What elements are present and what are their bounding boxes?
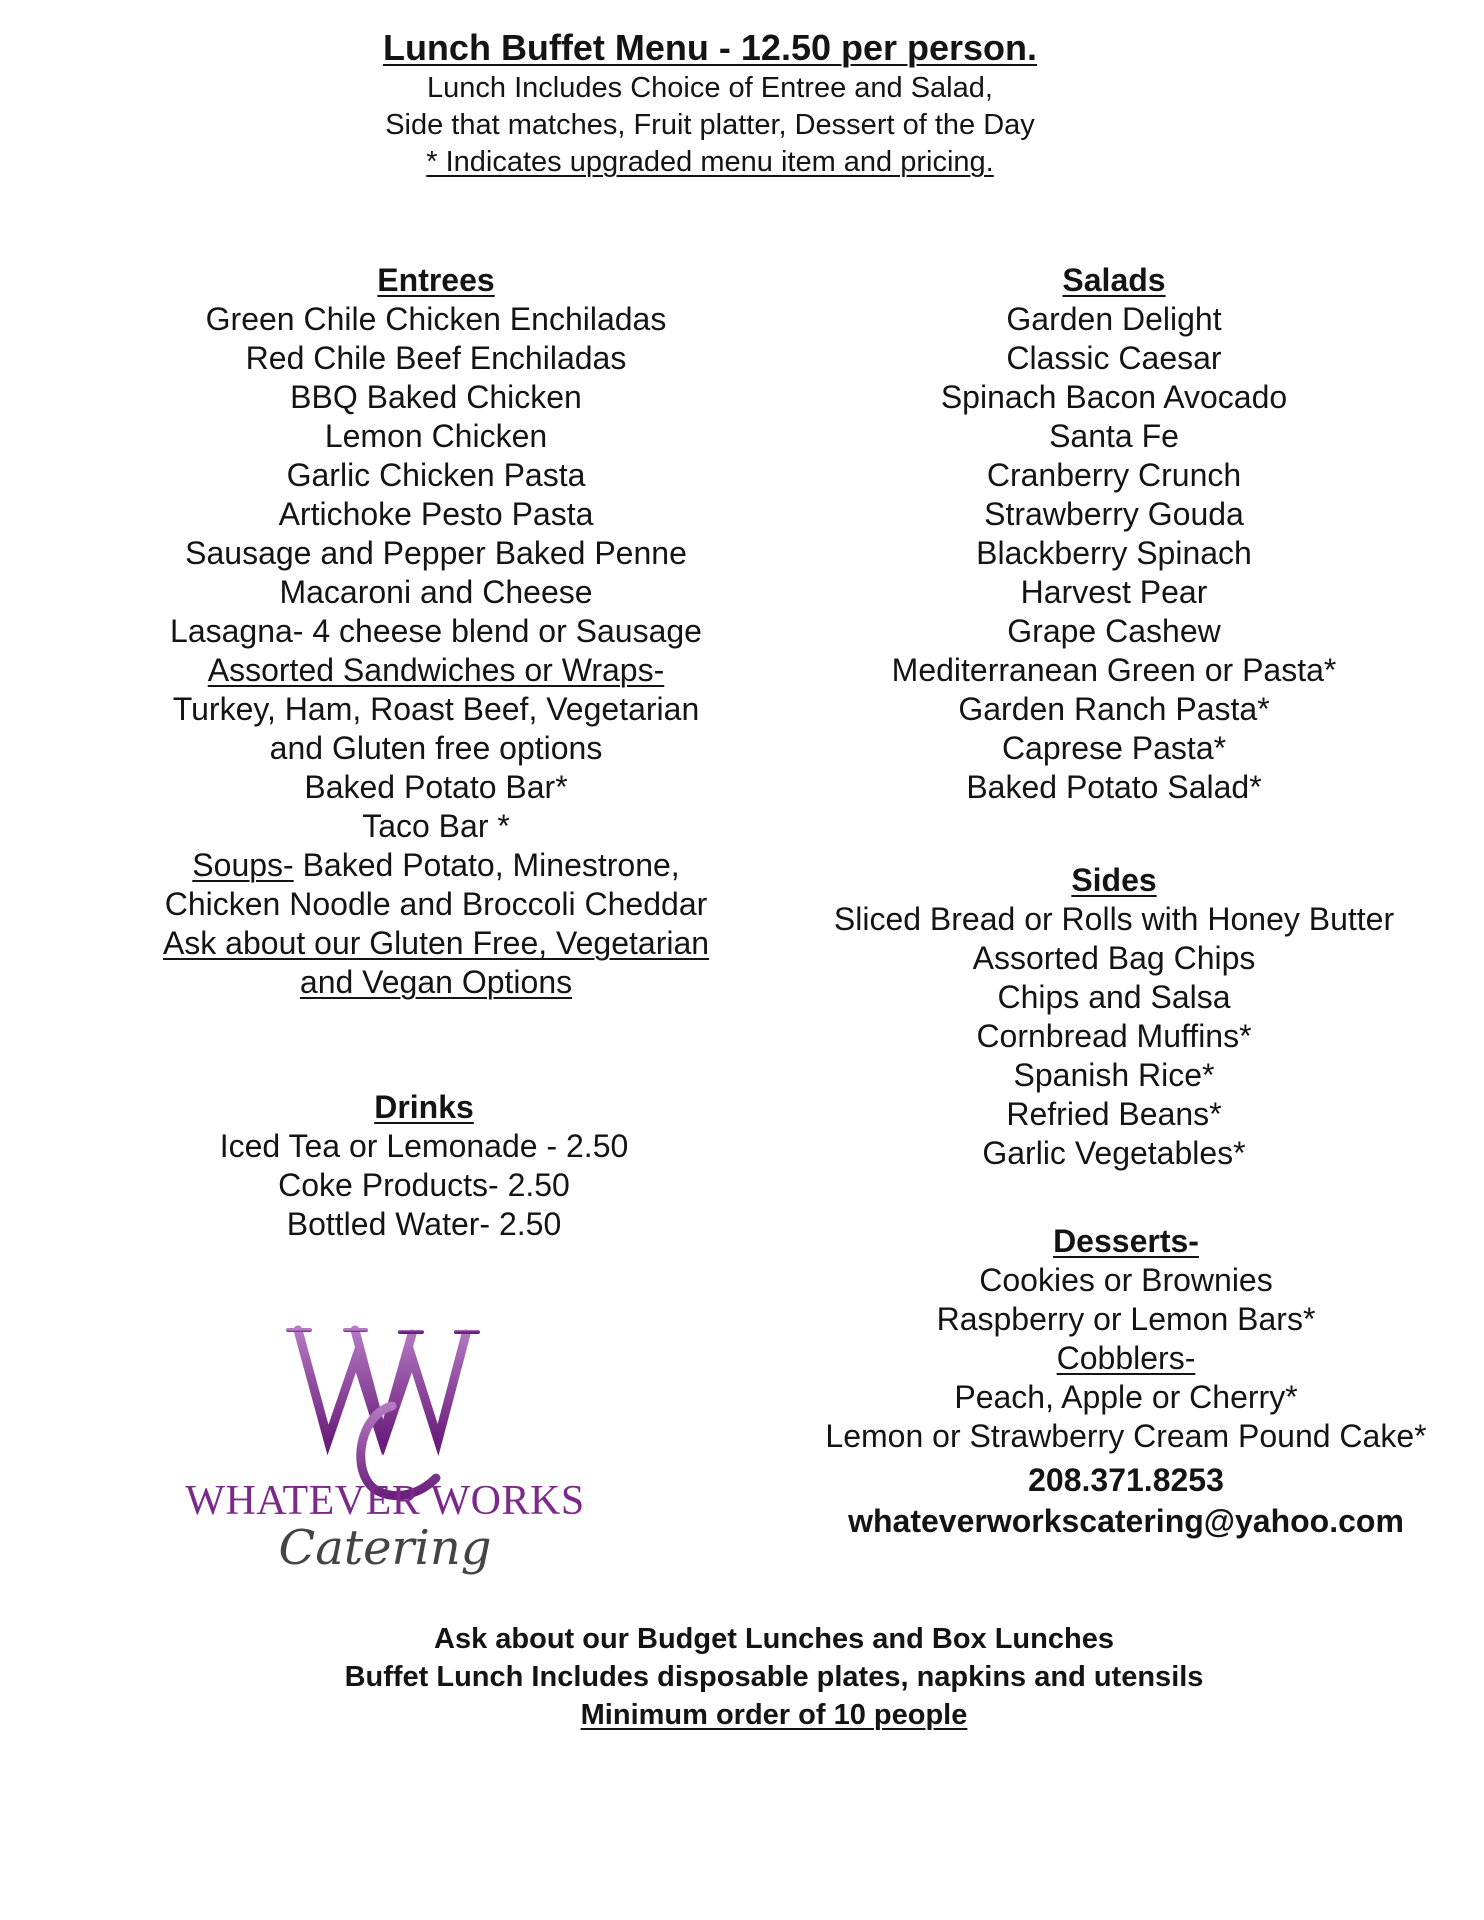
soups-line [100, 846, 772, 885]
desserts-heading: Desserts- [1053, 1223, 1199, 1259]
salad-item: Garden Delight [1006, 301, 1222, 337]
minimum-order-note: Minimum order of 10 people [580, 1699, 968, 1731]
entrees-heading: Entrees [377, 262, 495, 298]
upgrade-note: * Indicates upgraded menu item and pricing. [426, 146, 994, 178]
header-line-2: Side that matches, Fruit platter, Dessert of the Day [385, 109, 1035, 141]
cobblers-label: Cobblers- [1056, 1340, 1196, 1376]
side-item: Sliced Bread or Rolls with Honey Butter [833, 901, 1395, 937]
sandwiches-line: Turkey, Ham, Roast Beef, Vegetarian [172, 691, 700, 727]
dietary-options-note: Ask about our Gluten Free, Vegetarian [162, 925, 710, 961]
side-item: Cornbread Muffins* [976, 1018, 1252, 1054]
salad-item: Garden Ranch Pasta* [958, 691, 1270, 727]
entree-item: Red Chile Beef Enchiladas [245, 340, 627, 376]
entree-item: Macaroni and Cheese [279, 574, 593, 610]
salad-item: Baked Potato Salad* [966, 769, 1262, 805]
sides-section [780, 861, 1448, 1173]
salad-item: Santa Fe [1049, 418, 1179, 454]
salad-item: Caprese Pasta* [1001, 730, 1227, 766]
desserts-section [780, 1222, 1472, 1456]
drinks-section [100, 1088, 748, 1244]
entrees-section [100, 261, 772, 1002]
side-item: Garlic Vegetables* [982, 1135, 1246, 1171]
soups-label: Soups- [192, 847, 294, 883]
entree-item: Lemon Chicken [324, 418, 548, 454]
side-item: Spanish Rice* [1013, 1057, 1215, 1093]
menu-header [0, 26, 1420, 181]
salad-item: Blackberry Spinach [976, 535, 1252, 571]
sides-heading: Sides [1071, 862, 1157, 898]
drinks-heading: Drinks [374, 1089, 474, 1125]
phone-number[interactable]: 208.371.8253 [1028, 1462, 1224, 1498]
dessert-item: Lemon or Strawberry Cream Pound Cake* [825, 1418, 1427, 1454]
drink-item: Coke Products- 2.50 [278, 1167, 570, 1203]
salads-section [780, 261, 1448, 807]
cobblers-line: Peach, Apple or Cherry* [954, 1379, 1298, 1415]
salad-item: Classic Caesar [1006, 340, 1222, 376]
dessert-item: Raspberry or Lemon Bars* [936, 1301, 1316, 1337]
entree-item: Artichoke Pesto Pasta [278, 496, 594, 532]
menu-title: Lunch Buffet Menu - 12.50 per person. [382, 27, 1038, 68]
email-address[interactable]: whateverworkscatering@yahoo.com [848, 1503, 1404, 1539]
sandwiches-label: Assorted Sandwiches or Wraps- [207, 652, 665, 688]
entree-item: Green Chile Chicken Enchiladas [205, 301, 667, 337]
side-item: Refried Beans* [1006, 1096, 1222, 1132]
salad-item: Mediterranean Green or Pasta* [891, 652, 1337, 688]
salad-item: Cranberry Crunch [986, 457, 1242, 493]
footer-line-2: Buffet Lunch Includes disposable plates, napkins and utensils [344, 1661, 1204, 1693]
dessert-item: Cookies or Brownies [979, 1262, 1273, 1298]
drink-item: Bottled Water- 2.50 [286, 1206, 562, 1242]
soups-line: Chicken Noodle and Broccoli Cheddar [164, 886, 708, 922]
salad-item: Harvest Pear [1020, 574, 1208, 610]
logo-name: WHATEVER WORKS [185, 1478, 585, 1524]
sandwiches-line: and Gluten free options [269, 730, 603, 766]
entree-item: Baked Potato Bar* [304, 769, 568, 805]
entree-item: Sausage and Pepper Baked Penne [185, 535, 687, 571]
logo-graphic [160, 1310, 610, 1580]
salads-heading: Salads [1062, 262, 1166, 298]
entree-item: Lasagna- 4 cheese blend or Sausage [170, 613, 702, 649]
salad-item: Grape Cashew [1007, 613, 1221, 649]
menu-footer [0, 1620, 1484, 1734]
company-logo [160, 1310, 610, 1580]
dietary-options-note: and Vegan Options [299, 964, 573, 1000]
salad-item: Spinach Bacon Avocado [940, 379, 1288, 415]
logo-tagline: Catering [278, 1520, 492, 1576]
soups-list: Baked Potato, Minestrone, [293, 847, 680, 883]
entree-item: BBQ Baked Chicken [290, 379, 582, 415]
salad-item: Strawberry Gouda [984, 496, 1244, 532]
drink-item: Iced Tea or Lemonade - 2.50 [219, 1128, 629, 1164]
header-line-1: Lunch Includes Choice of Entree and Salad, [427, 72, 993, 104]
entree-item: Garlic Chicken Pasta [286, 457, 586, 493]
side-item: Assorted Bag Chips [972, 940, 1256, 976]
side-item: Chips and Salsa [997, 979, 1231, 1015]
footer-line-1: Ask about our Budget Lunches and Box Lunches [434, 1623, 1114, 1655]
entree-item: Taco Bar * [362, 808, 510, 844]
contact-info [780, 1460, 1472, 1542]
